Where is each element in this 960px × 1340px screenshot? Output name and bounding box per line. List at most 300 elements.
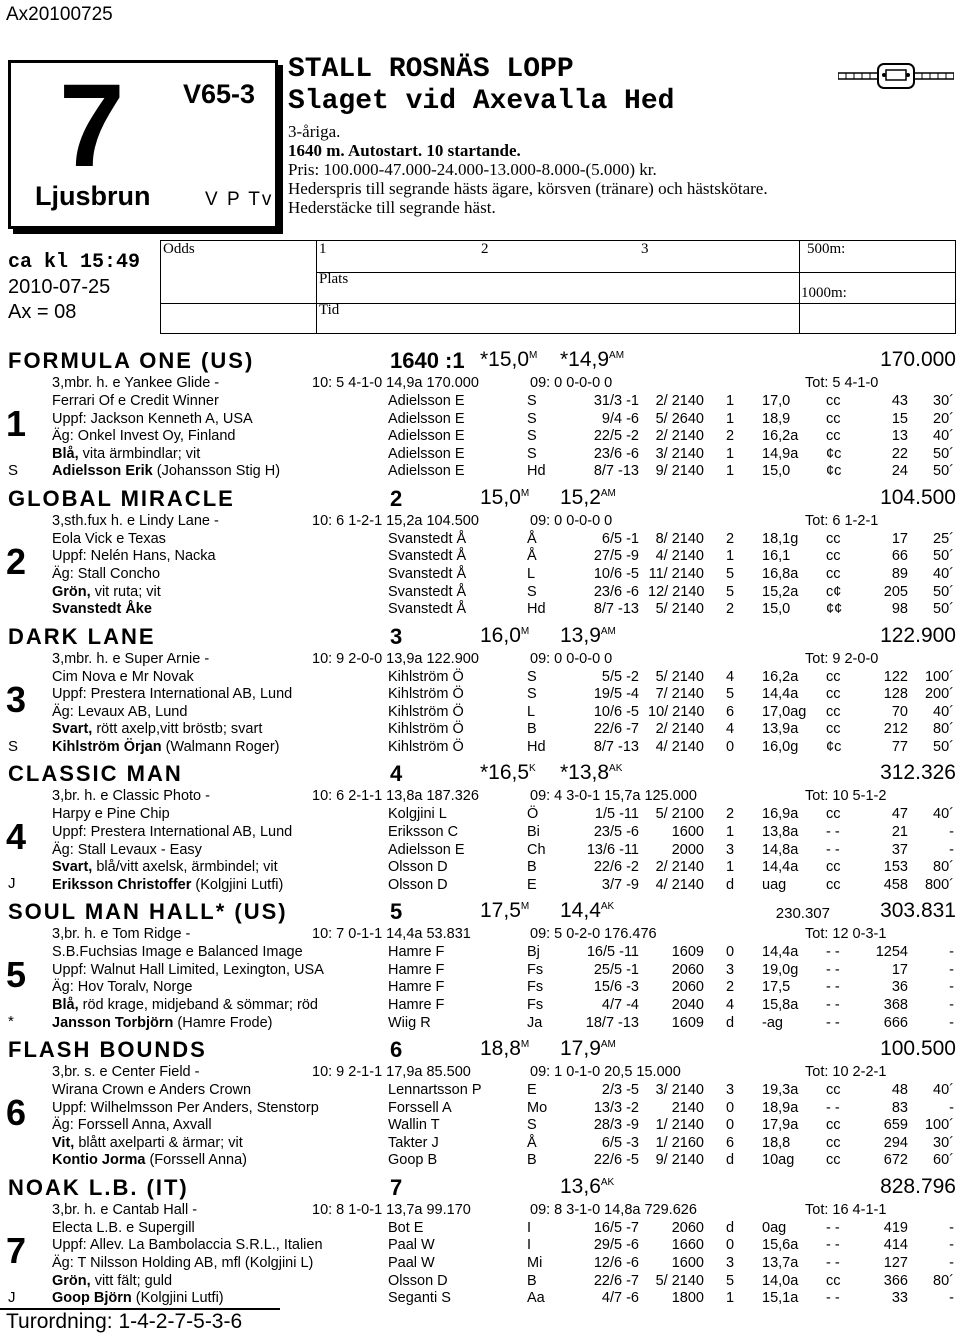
pedigree: 3,mbr. h. e Super Arnie - [52, 650, 210, 667]
odds: 122 [883, 668, 908, 685]
prize: 50´ [933, 601, 954, 618]
horse-detail: Electa L.B. e Supergill [52, 1219, 195, 1236]
start-number: 5 [6, 954, 27, 996]
sulky-logo-icon [838, 62, 954, 90]
driver: Takter J [388, 1134, 439, 1151]
placing: d [726, 1152, 735, 1169]
prize: - [949, 1290, 954, 1307]
shoes: - - [826, 1099, 840, 1116]
placing: 3 [726, 841, 735, 858]
prize: - [949, 1014, 954, 1031]
km-time: 13,9a [762, 721, 799, 738]
placing: 0 [726, 739, 735, 755]
placing: 2 [726, 428, 735, 445]
horse-detail: Wirana Crown e Anders Crown [52, 1082, 252, 1098]
placing: 0 [726, 1237, 735, 1254]
horse-name: FORMULA ONE (US) [8, 348, 255, 373]
game-types: V P Tv [205, 189, 274, 210]
total-stats: Tot: 5 4-1-0 [805, 375, 879, 391]
driver: Kolgjini L [388, 806, 447, 823]
prize: - [949, 1219, 954, 1236]
race-number-box [8, 60, 278, 229]
odds: 1254 [875, 944, 908, 961]
track-code: Hd [527, 739, 546, 755]
km-time: 17,5 [762, 979, 791, 996]
track-code: L [527, 703, 536, 720]
driver: Lennartsson P [388, 1082, 482, 1098]
driver-mark: S [8, 737, 19, 755]
prize: 80´ [933, 859, 954, 876]
odds: 127 [883, 1255, 908, 1271]
horse-detail: Uppf: Jackson Kenneth A, USA [52, 410, 253, 427]
track-code: S [527, 686, 537, 703]
placing: 0 [726, 1117, 735, 1134]
km-time: 14,9a [762, 445, 799, 462]
km-time: 16,8a [762, 566, 799, 582]
race-history-row [0, 1116, 960, 1134]
horse-detail: Grön, vit ruta; vit [52, 583, 161, 600]
record-volt: $*15,0^M$ [480, 348, 538, 371]
prize: - [949, 961, 954, 978]
driver: Olsson D [388, 1272, 448, 1289]
driver: Svanstedt Å [388, 601, 467, 618]
race-date: 4/7 -6 [601, 1290, 639, 1307]
post-position: 2 [390, 485, 403, 511]
odds-col-2: 2 [481, 241, 489, 257]
last-season-stats: 09: 0 0-0-0 0 [530, 375, 613, 391]
race-date: 22/6 -2 [593, 859, 639, 876]
split-1000m-label: 1000m: [801, 285, 847, 301]
race-info-line: Pris: 100.000-47.000-24.000-13.000-8.000-(5.000) kr. [288, 160, 657, 179]
odds: 212 [883, 721, 908, 738]
race-date: 19/5 -4 [593, 686, 639, 703]
record-volt: $17,5^M$ [480, 899, 530, 923]
shoes: c¢ [826, 583, 842, 600]
total-stats: Tot: 10 2-2-1 [805, 1064, 887, 1080]
season-stats: 10: 6 2-1-1 13,8a 187.326 [312, 788, 479, 805]
horse-detail: Adielsson Erik (Johansson Stig H) [52, 463, 281, 480]
race-history-row [0, 841, 960, 859]
last-season-stats: 09: 0 0-0-0 0 [530, 650, 613, 667]
driver: Forssell A [388, 1099, 452, 1116]
post-distance: 9/ 2140 [655, 1152, 704, 1169]
prize: 50´ [933, 463, 954, 480]
horse-detail: Äg: T Nilsson Holding AB, mfl (Kolgjini L) [52, 1255, 314, 1271]
odds: 66 [891, 548, 908, 565]
track-code: Mo [527, 1099, 548, 1116]
race-date: 22/5 -2 [593, 428, 639, 445]
race-date: 16/5 -7 [593, 1219, 639, 1236]
placing: 1 [726, 410, 735, 427]
prize: 20´ [933, 410, 954, 427]
odds: 368 [883, 997, 908, 1013]
horse-detail: Uppf: Prestera International AB, Lund [52, 824, 293, 840]
shoes: cc [826, 1117, 841, 1134]
race-history-row [0, 1219, 960, 1237]
prize: 25´ [933, 530, 954, 547]
race-date: 18/7 -13 [585, 1014, 639, 1031]
race-history-row [0, 1081, 960, 1099]
race-history-row [0, 876, 960, 894]
prize: 40´ [933, 703, 954, 720]
driver: Adielsson E [388, 445, 465, 462]
shoes: cc [826, 859, 841, 876]
tid-label: Tid [319, 302, 340, 318]
horse-detail: Vit, blått axelparti & ärmar; vit [52, 1134, 243, 1151]
horse-detail: Cim Nova e Mr Novak [52, 668, 194, 685]
km-time: 16,2a [762, 428, 799, 445]
prize: 50´ [933, 445, 954, 462]
shoes: cc [826, 566, 841, 582]
track-code: Ö [527, 806, 539, 823]
prize-secondary: 230.307 [775, 905, 830, 923]
prize: 40´ [933, 566, 954, 582]
post-distance: 3/ 2140 [655, 445, 704, 462]
post-position: 4 [390, 761, 403, 787]
post-distance: 2000 [671, 841, 704, 858]
track-name: Ljusbrun [35, 181, 151, 211]
driver: Adielsson E [388, 841, 465, 858]
race-history-row [0, 427, 960, 445]
shoes: cc [826, 393, 841, 409]
prize: - [949, 997, 954, 1013]
total-stats: Tot: 12 0-3-1 [805, 926, 887, 943]
placing: 1 [726, 463, 735, 480]
placing: 1 [726, 393, 735, 409]
post-distance: 5/ 2140 [655, 601, 704, 618]
horse-name: DARK LANE [8, 623, 156, 649]
horse-header [0, 348, 960, 374]
track-code: B [527, 721, 537, 738]
km-time: 15,6a [762, 1237, 799, 1254]
driver: Hamre F [388, 944, 445, 961]
shoes: cc [826, 806, 841, 823]
placing: 5 [726, 583, 735, 600]
post-distance: 10/ 2140 [648, 703, 705, 720]
prize: 800´ [924, 876, 954, 893]
horse-stats-row [0, 512, 960, 530]
shoes: - - [826, 979, 840, 996]
race-info-line: 1640 m. Autostart. 10 startande. [288, 141, 521, 160]
track-code: Hd [527, 463, 546, 480]
driver: Kihlström Ö [388, 721, 464, 738]
horse-detail: Svanstedt Åke [52, 601, 152, 618]
prize: 100´ [924, 668, 954, 685]
post-position: 3 [390, 623, 403, 649]
placing: 1 [726, 1290, 735, 1307]
race-history-row [0, 720, 960, 738]
post-distance: 3/ 2140 [655, 1082, 704, 1098]
race-history-row [0, 1236, 960, 1254]
driver-mark: J [8, 875, 16, 893]
race-date: 10/6 -5 [593, 703, 639, 720]
driver: Wallin T [388, 1117, 440, 1134]
prize: 100´ [924, 1117, 954, 1134]
km-time: 14,4a [762, 686, 799, 703]
race-date: 28/3 -9 [593, 1117, 639, 1134]
placing: 4 [726, 668, 735, 685]
placing: 2 [726, 601, 735, 618]
post-position: 7 [390, 1174, 403, 1200]
track-code: L [527, 566, 536, 582]
race-history-row [0, 668, 960, 686]
post-distance: 2060 [671, 1219, 704, 1236]
driver: Olsson D [388, 876, 448, 893]
track-code: B [527, 1152, 537, 1169]
driver: Goop B [388, 1152, 438, 1169]
post-distance: 4/ 2140 [655, 739, 704, 755]
race-info-line: 3-åriga. [288, 122, 341, 141]
race-date: 9/4 -6 [601, 410, 639, 427]
post-distance: 1600 [671, 824, 704, 840]
km-time: 16,9a [762, 806, 799, 823]
track-code: S [527, 410, 537, 427]
horse-name: SOUL MAN HALL* (US) [8, 899, 288, 925]
last-season-stats: 09: 4 3-0-1 15,7a 125.000 [530, 788, 697, 805]
total-stats: Tot: 6 1-2-1 [805, 512, 879, 529]
track-code: Fs [527, 997, 544, 1013]
season-stats: 10: 6 1-2-1 15,2a 104.500 [312, 512, 479, 529]
track-code: S [527, 393, 537, 409]
race-info-line: Hederspris till segrande hästs ägare, körsven (tränare) och hästskötare. [288, 179, 768, 198]
race-date: 22/6 -7 [593, 1272, 639, 1289]
race-date: 23/6 -6 [593, 445, 639, 462]
odds: 21 [891, 824, 908, 840]
horse-detail: Svart, rött axelp,vitt bröstb; svart [52, 721, 263, 738]
prize: 40´ [933, 428, 954, 445]
track-code: S [527, 1117, 537, 1134]
prize: 50´ [933, 548, 954, 565]
km-time: 18,9a [762, 1099, 799, 1116]
season-stats: 10: 9 2-0-0 13,9a 122.900 [312, 650, 479, 667]
pedigree: 3,br. h. e Tom Ridge - [52, 926, 191, 943]
horse-header [0, 486, 960, 512]
driver: Adielsson E [388, 393, 465, 409]
race-date: 22/6 -5 [593, 1152, 639, 1169]
track-code: Ch [527, 841, 546, 858]
race-date: 4/7 -4 [601, 997, 639, 1013]
placing: 6 [726, 703, 735, 720]
start-number: 6 [6, 1092, 27, 1133]
driver: Hamre F [388, 979, 445, 996]
total-stats: Tot: 9 2-0-0 [805, 650, 879, 667]
horse-stats-row [0, 787, 960, 805]
shoes: cc [826, 1082, 841, 1098]
race-history-row [0, 410, 960, 428]
race-date: 6/5 -1 [601, 530, 639, 547]
track-code: I [527, 1219, 532, 1236]
total-stats: Tot: 16 4-1-1 [805, 1201, 887, 1218]
placing: 2 [726, 979, 735, 996]
post-distance: 2/ 2140 [655, 859, 704, 876]
prize: 40´ [933, 806, 954, 823]
odds-col-1: 1 [319, 241, 327, 257]
total-prize: 122.900 [880, 623, 956, 647]
race-date: 22/6 -7 [593, 721, 639, 738]
km-time: 16,1 [762, 548, 791, 565]
shoes: cc [826, 1152, 841, 1169]
post-distance: 1600 [671, 1255, 704, 1271]
race-date: 13/3 -2 [593, 1099, 639, 1116]
track-code: S [527, 668, 537, 685]
prize: - [949, 1099, 954, 1116]
post-position: 6 [390, 1037, 403, 1062]
start-number: 7 [6, 1229, 27, 1271]
prize: 80´ [933, 721, 954, 738]
km-time: -ag [762, 1014, 783, 1031]
driver: Adielsson E [388, 428, 465, 445]
odds: 659 [883, 1117, 908, 1134]
shoes: ¢¢ [826, 601, 843, 618]
pedigree: 3,br. s. e Center Field - [52, 1064, 200, 1080]
placing: 5 [726, 1272, 735, 1289]
placing: 1 [726, 859, 735, 876]
record-volt: $*16,5^K$ [480, 761, 536, 785]
prize: 50´ [933, 583, 954, 600]
horse-detail: Blå, röd krage, midjeband & sömmar; röd [52, 997, 318, 1013]
record-auto: $13,9^{AM}$ [560, 623, 616, 647]
race-history-row [0, 1289, 960, 1307]
post-distance: 4/ 2140 [655, 876, 704, 893]
record-auto: $*14,9^{AM}$ [560, 348, 625, 371]
driver: Kihlström Ö [388, 668, 464, 685]
race-date: 6/5 -3 [601, 1134, 639, 1151]
odds: 47 [891, 806, 908, 823]
placing: d [726, 1219, 735, 1236]
start-number: 4 [6, 816, 27, 858]
race-history-row [0, 462, 960, 480]
post-distance: 2060 [671, 979, 704, 996]
shoes: cc [826, 548, 841, 565]
km-time: 16,0g [762, 739, 799, 755]
horse-detail: Svart, blå/vitt axelsk, ärmbindel; vit [52, 859, 278, 876]
km-time: 13,8a [762, 824, 799, 840]
placing: 5 [726, 566, 735, 582]
driver: Olsson D [388, 859, 448, 876]
shoes: - - [826, 944, 840, 961]
odds: 22 [891, 445, 908, 462]
horse-detail: Äg: Hov Toralv, Norge [52, 979, 193, 996]
post-distance: 9/ 2140 [655, 463, 704, 480]
horse-detail: Uppf: Wilhelmsson Per Anders, Stenstorp [52, 1099, 319, 1116]
race-history-row [0, 1272, 960, 1290]
km-time: 15,0 [762, 601, 791, 618]
placing: 2 [726, 530, 735, 547]
odds: 366 [883, 1272, 908, 1289]
race-date: 25/5 -1 [593, 961, 639, 978]
horse-name: CLASSIC MAN [8, 761, 183, 787]
driver: Adielsson E [388, 410, 465, 427]
race-number: 7 [59, 60, 125, 192]
race-history-row [0, 978, 960, 996]
race-date: 31/3 -1 [593, 393, 639, 409]
odds: 98 [891, 601, 908, 618]
record-volt: $15,0^M$ [480, 485, 530, 509]
race-history-row [0, 1134, 960, 1152]
race-title: STALL ROSNÄS LOPP [288, 54, 574, 85]
track-code: B [527, 859, 537, 876]
horse-stats-row [0, 650, 960, 668]
race-date: 10/6 -5 [593, 566, 639, 582]
race-history-row [0, 823, 960, 841]
odds-col-3: 3 [641, 241, 649, 257]
horse-detail: Äg: Forssell Anna, Axvall [52, 1117, 212, 1134]
total-prize: 170.000 [880, 348, 956, 371]
track-code: Å [527, 1134, 537, 1151]
driver: Paal W [388, 1237, 435, 1254]
race-history-row [0, 530, 960, 548]
placing: 4 [726, 721, 735, 738]
odds: 205 [883, 583, 908, 600]
race-date: 12/6 -6 [593, 1255, 639, 1271]
prize: 40´ [933, 1082, 954, 1098]
placing: 5 [726, 686, 735, 703]
km-time: 10ag [762, 1152, 795, 1169]
shoes: - - [826, 1219, 840, 1236]
driver: Svanstedt Å [388, 530, 467, 547]
race-date: 23/6 -6 [593, 583, 639, 600]
race-date: 23/5 -6 [593, 824, 639, 840]
placing: 1 [726, 548, 735, 565]
horse-detail: Eola Vick e Texas [52, 530, 166, 547]
track-code: S [527, 583, 537, 600]
race-history-row [0, 583, 960, 601]
driver: Seganti S [388, 1290, 451, 1307]
race-history-row [0, 858, 960, 876]
placing: 2 [726, 806, 735, 823]
horse-header [0, 899, 960, 925]
race-history-row [0, 961, 960, 979]
race-date: 13/6 -11 [586, 841, 639, 858]
horse-detail: Kihlström Örjan (Walmann Roger) [52, 739, 280, 755]
horse-detail: Blå, vita ärmbindlar; vit [52, 445, 201, 462]
last-season-stats: 09: 1 0-1-0 20,5 15.000 [530, 1064, 681, 1080]
track-code: Fs [527, 979, 544, 996]
driver: Kihlström Ö [388, 739, 464, 755]
driver-mark: J [8, 1288, 16, 1306]
race-history-row [0, 1254, 960, 1272]
last-season-stats: 09: 5 0-2-0 176.476 [530, 926, 657, 943]
driver: Kihlström Ö [388, 703, 464, 720]
prize: - [949, 944, 954, 961]
race-date: 2/3 -5 [601, 1082, 639, 1098]
odds: 24 [891, 463, 908, 480]
shoes: cc [826, 876, 841, 893]
shoes: cc [826, 428, 841, 445]
race-history-row [0, 547, 960, 565]
horse-stats-row [0, 1201, 960, 1219]
race-history-row [0, 703, 960, 721]
total-prize: 828.796 [880, 1174, 956, 1198]
shoes: - - [826, 961, 840, 978]
start-number: 1 [6, 403, 27, 444]
odds: 89 [891, 566, 908, 582]
race-history-row [0, 943, 960, 961]
track-code: I [527, 1237, 532, 1254]
start-time: ca kl 15:49 2010-07-25 Ax = 08 [8, 251, 141, 323]
driver-mark: * [8, 1013, 14, 1031]
pedigree: 3,br. h. e Classic Photo - [52, 788, 210, 805]
horse-header [0, 1037, 960, 1063]
km-time: 0ag [762, 1219, 787, 1236]
season-stats: 10: 9 2-1-1 17,9a 85.500 [312, 1064, 471, 1080]
record-auto: $14,4^{AK}$ [560, 899, 615, 923]
shoes: cc [826, 668, 841, 685]
odds-label: Odds [163, 241, 195, 257]
race-history-row [0, 600, 960, 618]
odds: 37 [891, 841, 908, 858]
odds: 672 [883, 1152, 908, 1169]
